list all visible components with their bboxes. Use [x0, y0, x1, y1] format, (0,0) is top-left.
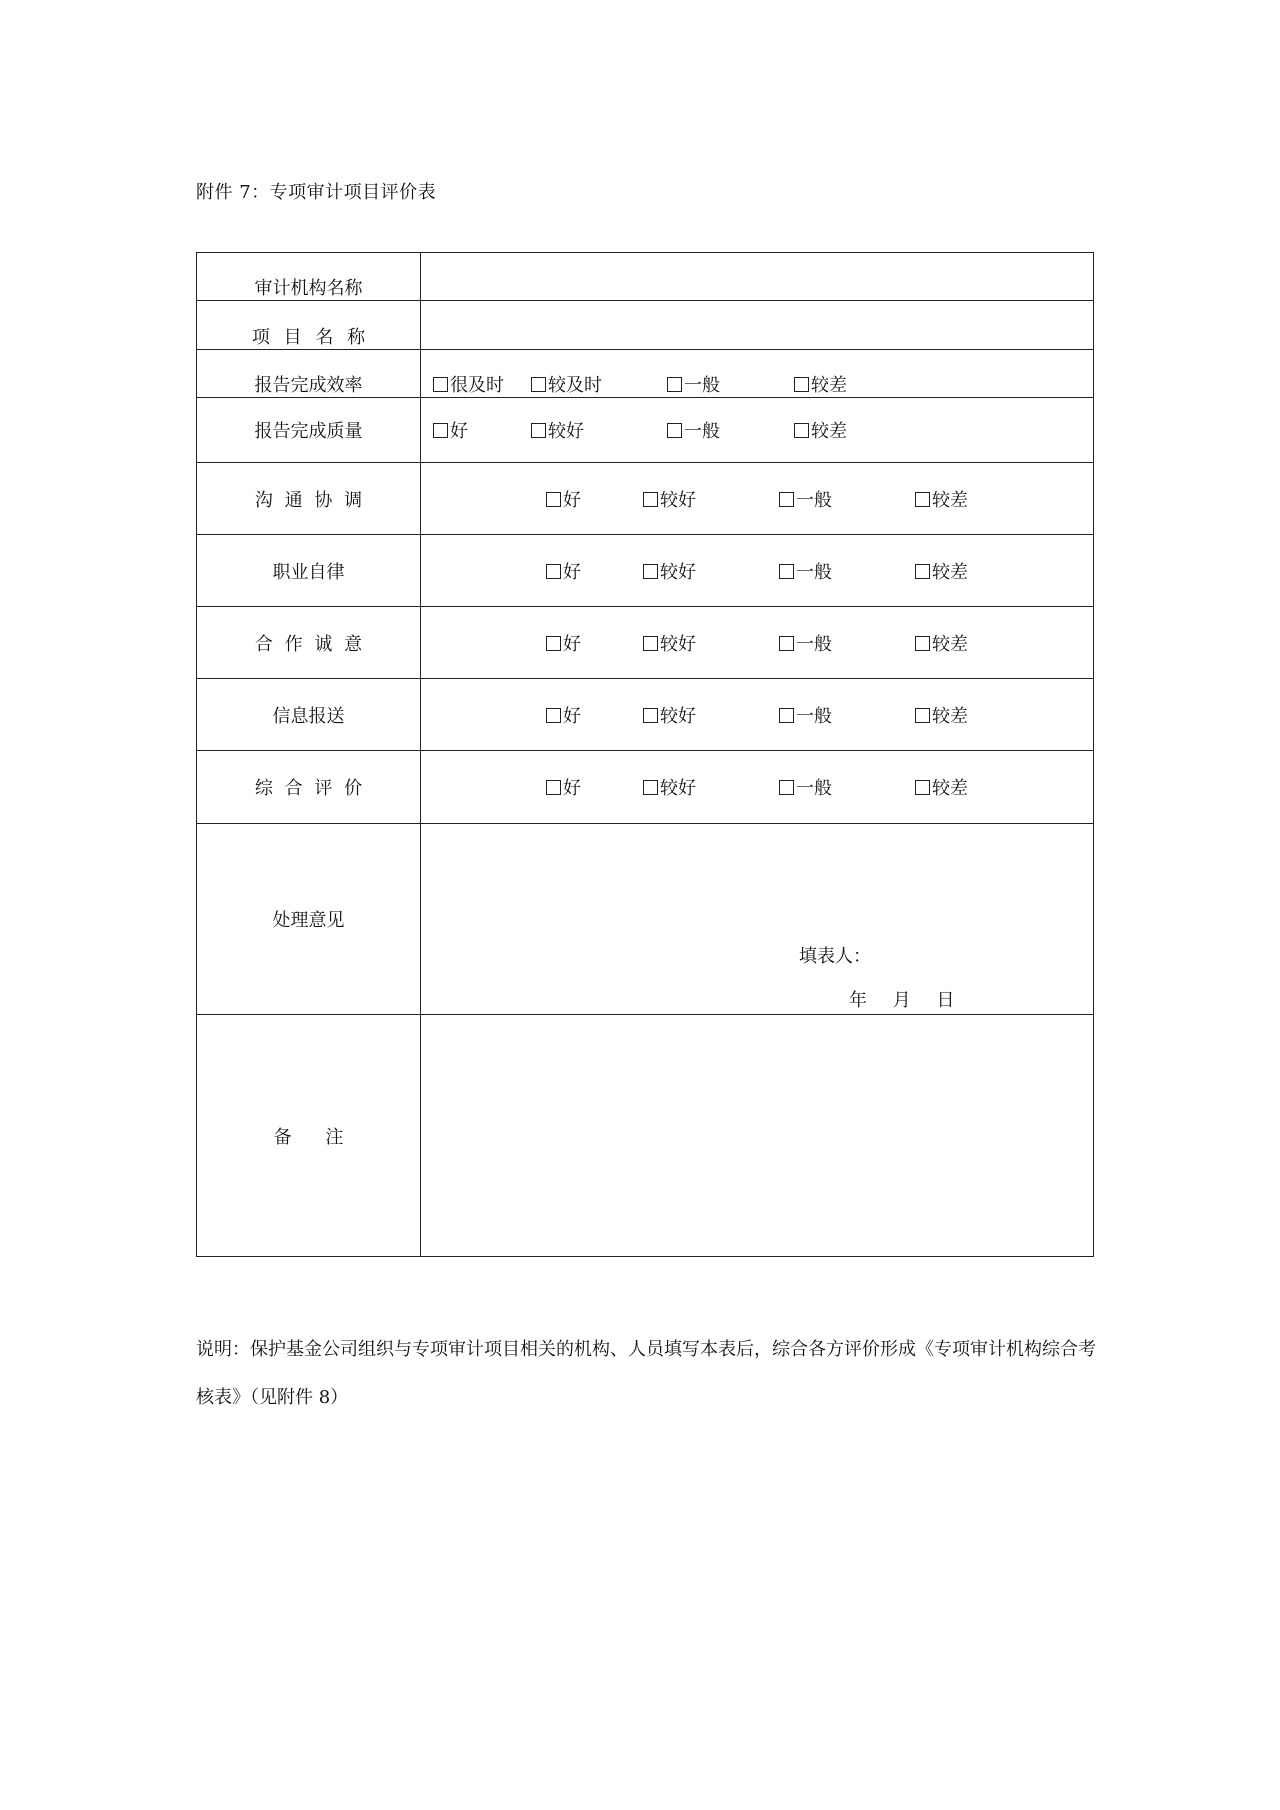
field-audit-org[interactable]	[421, 253, 1094, 301]
label-remarks: 备 注	[197, 1015, 421, 1257]
checkbox-icon[interactable]	[779, 492, 794, 507]
option-quality-3[interactable]: 一般	[667, 417, 720, 443]
options-info-report	[421, 679, 1094, 751]
checkbox-icon[interactable]	[915, 780, 930, 795]
options-sincerity	[421, 607, 1094, 679]
option-sincerity-4[interactable]: 较差	[915, 630, 968, 656]
row-remarks	[197, 1015, 1094, 1257]
label-info-report: 信息报送	[197, 679, 421, 751]
option-sincerity-3[interactable]: 一般	[779, 630, 832, 656]
options-discipline	[421, 535, 1094, 607]
option-discipline-3[interactable]: 一般	[779, 558, 832, 584]
label-overall: 综 合 评 价	[197, 751, 421, 824]
row-info-report	[197, 679, 1094, 751]
row-communication	[197, 463, 1094, 535]
options-efficiency	[421, 350, 1094, 398]
option-communication-4[interactable]: 较差	[915, 486, 968, 512]
checkbox-icon[interactable]	[794, 377, 809, 392]
option-sincerity-1[interactable]: 好	[546, 630, 581, 656]
footnote: 说明：保护基金公司组织与专项审计项目相关的机构、人员填写本表后，综合各方评价形成《专项审计机构综合考核表》（见附件 8）	[196, 1339, 1096, 1408]
option-communication-1[interactable]: 好	[546, 486, 581, 512]
evaluation-table	[196, 252, 1094, 1257]
row-discipline	[197, 535, 1094, 607]
checkbox-icon[interactable]	[433, 423, 448, 438]
checkbox-icon[interactable]	[433, 377, 448, 392]
date-label: 年 月 日	[849, 990, 955, 1011]
field-opinion[interactable]	[421, 824, 1094, 1015]
checkbox-icon[interactable]	[546, 780, 561, 795]
option-discipline-1[interactable]: 好	[546, 558, 581, 584]
checkbox-icon[interactable]	[643, 780, 658, 795]
checkbox-icon[interactable]	[546, 492, 561, 507]
option-communication-3[interactable]: 一般	[779, 486, 832, 512]
checkbox-icon[interactable]	[667, 423, 682, 438]
options-overall	[421, 751, 1094, 824]
option-efficiency-2[interactable]: 较及时	[531, 371, 602, 397]
checkbox-icon[interactable]	[667, 377, 682, 392]
checkbox-icon[interactable]	[643, 564, 658, 579]
label-opinion: 处理意见	[197, 824, 421, 1015]
checkbox-icon[interactable]	[915, 636, 930, 651]
checkbox-icon[interactable]	[643, 636, 658, 651]
option-info-report-2[interactable]: 较好	[643, 702, 696, 728]
option-info-report-4[interactable]: 较差	[915, 702, 968, 728]
option-communication-2[interactable]: 较好	[643, 486, 696, 512]
label-discipline: 职业自律	[197, 535, 421, 607]
option-overall-4[interactable]: 较差	[915, 774, 968, 800]
option-overall-1[interactable]: 好	[546, 774, 581, 800]
option-info-report-1[interactable]: 好	[546, 702, 581, 728]
field-remarks[interactable]	[421, 1015, 1094, 1257]
checkbox-icon[interactable]	[546, 708, 561, 723]
checkbox-icon[interactable]	[779, 564, 794, 579]
option-efficiency-1[interactable]: 很及时	[433, 371, 504, 397]
row-quality	[197, 398, 1094, 463]
label-project-name: 项 目 名 称	[197, 301, 421, 350]
checkbox-icon[interactable]	[779, 708, 794, 723]
options-quality	[421, 398, 1094, 463]
label-efficiency: 报告完成效率	[197, 350, 421, 398]
document-title: 附件 7：专项审计项目评价表	[196, 182, 437, 203]
checkbox-icon[interactable]	[531, 377, 546, 392]
row-overall	[197, 751, 1094, 824]
checkbox-icon[interactable]	[779, 636, 794, 651]
row-efficiency	[197, 350, 1094, 398]
checkbox-icon[interactable]	[546, 636, 561, 651]
label-sincerity: 合 作 诚 意	[197, 607, 421, 679]
option-sincerity-2[interactable]: 较好	[643, 630, 696, 656]
label-communication: 沟 通 协 调	[197, 463, 421, 535]
row-opinion	[197, 824, 1094, 1015]
option-discipline-2[interactable]: 较好	[643, 558, 696, 584]
checkbox-icon[interactable]	[915, 564, 930, 579]
row-project-name	[197, 301, 1094, 350]
checkbox-icon[interactable]	[546, 564, 561, 579]
filler-label: 填表人：	[799, 946, 871, 967]
checkbox-icon[interactable]	[915, 492, 930, 507]
row-sincerity	[197, 607, 1094, 679]
option-info-report-3[interactable]: 一般	[779, 702, 832, 728]
checkbox-icon[interactable]	[779, 780, 794, 795]
label-quality: 报告完成质量	[197, 398, 421, 463]
option-overall-3[interactable]: 一般	[779, 774, 832, 800]
checkbox-icon[interactable]	[915, 708, 930, 723]
option-quality-2[interactable]: 较好	[531, 417, 584, 443]
checkbox-icon[interactable]	[643, 492, 658, 507]
option-discipline-4[interactable]: 较差	[915, 558, 968, 584]
field-project-name[interactable]	[421, 301, 1094, 350]
option-efficiency-4[interactable]: 较差	[794, 371, 847, 397]
option-quality-4[interactable]: 较差	[794, 417, 847, 443]
checkbox-icon[interactable]	[794, 423, 809, 438]
option-quality-1[interactable]: 好	[433, 417, 468, 443]
option-overall-2[interactable]: 较好	[643, 774, 696, 800]
label-audit-org: 审计机构名称	[197, 253, 421, 301]
options-communication	[421, 463, 1094, 535]
checkbox-icon[interactable]	[643, 708, 658, 723]
option-efficiency-3[interactable]: 一般	[667, 371, 720, 397]
checkbox-icon[interactable]	[531, 423, 546, 438]
row-audit-org	[197, 253, 1094, 301]
